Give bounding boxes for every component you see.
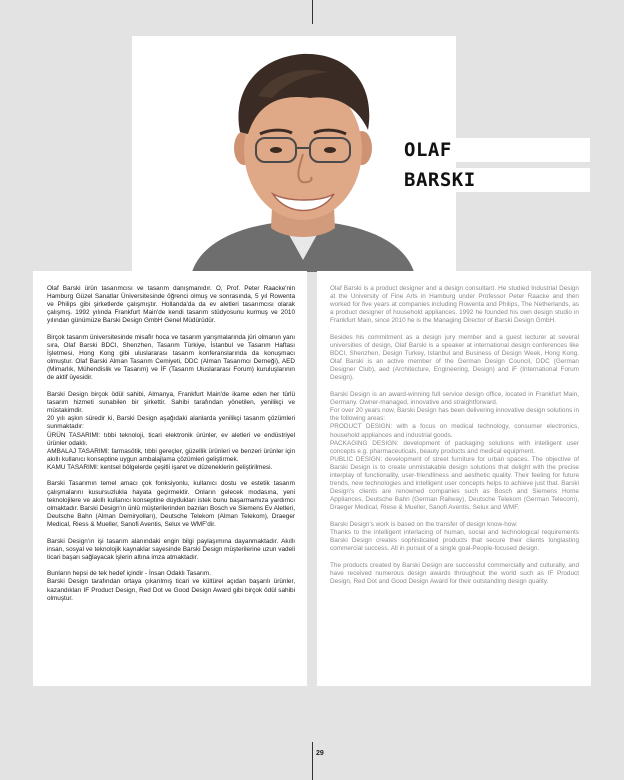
bottom-divider-line	[312, 742, 313, 780]
tr-paragraph-3: Barski Design birçok ödül sahibi, Almanya, Frankfurt Main'de ikame eden her türlü tasarım hizmeti sunabilen bir şirkettir. Sahibi tarafından yönetilen, yenilikçi ve müstakimdir. 20 yılı aşkın süredir ki, Barski Design aşağıdaki alanlarda yenilikçi tasarım çözümleri sunmaktadır: ÜRÜN TASARIMI: tıbbi teknoloji, ticari elektronik ürünler, ev aletleri ve endüstriyel ürünler odaklı. AMBALAJ TASARIMI: farmasötik, tıbbi gereçler, güzellik ürünleri ve benzeri ürünler için akıllı kullanıcı konseptine uygun ambalajlama çözümleri geliştirmek. KAMU TASARIMI: kentsel bölgelerde çeşitli işaret ve düzeneklerin geliştirilmesi.	[47, 391, 295, 471]
name-first-box	[398, 138, 590, 162]
en-paragraph-1: Olaf Barski is a product designer and a design consultant. He studied Industrial Design at the University of Fine Arts in Hamburg under Professor Peter Raacke and then worked for five years at companies including Rowenta and Philips, The Netherlands, as a product designer of household appliances. 1992 he founded his own design studio in Frankfurt Main, since 2010 he is the Managing Director of Barski Design GmbH.	[330, 285, 579, 325]
tr-paragraph-2: Birçok tasarım üniversitesinde misafir hoca ve tasarım yarışmalarında jüri olmanın yanı sıra, Olaf Barski BDCI, Shenzhen, Tasarım Türkiye, İstanbul ve Tasarım Haftası İşletmesi, Hong Kong gibi uluslararası tasarım konferanslarında da konuşmacı olmuştur. Olaf Barski Alman Tasarım Cemiyeti, DDC (Alman Tasarımcı Derneği), AED (Mimarlık, Mühendislik ve Tasarım) ve İF (Tasarım Uluslararası Forum) kuruluşlarının de aktif üyesidir.	[47, 333, 295, 382]
en-paragraph-4: Barski Design's work is based on the transfer of design know-how: Thanks to the intelligent interlacing of human, social and technological requirements Barski Design creates sophisticated products that secure their clients longlasting commercial success. All in pursuit of a single goal-People-focused design.	[330, 520, 579, 553]
name-last: BARSKI	[404, 169, 476, 191]
name-first: OLAF	[404, 139, 452, 161]
tr-paragraph-6: Bunların hepsi de tek hedef içindir - İnsan Odaklı Tasarım. Barski Design tarafından ortaya çıkarılmış ticari ve kültürel açıdan başarılı ürünler, kazandıkları IF Product Design, Red Dot ve Good Design Award gibi birçok ödül sahibi olmuştur.	[47, 570, 295, 602]
en-paragraph-2: Besides his commitment as a design jury member and a guest lecturer at several universities of design, Olaf Barski is a speaker at international design conferences like BDCI, Shenzhen, Design Turkey, Istanbul and Business of Design Week, Hong Kong. Olaf Barski is an active member of the German Design Council, DDC (German Designer Club), aed (Architecture, Engineering, Design) and iF (International Forum Design).	[330, 333, 579, 382]
en-paragraph-5: The products created by Barski Design are successful commercially and culturally, and have received numerous design awards throughout the world such as IF Product Design, Red Dot and Good Design Award for their outstanding design quality.	[330, 561, 579, 585]
top-divider-line	[312, 0, 313, 24]
tr-paragraph-5: Barski Design'ın işi tasarım alanındaki engin bilgi paylaşımına dayanmaktadır. Akıllı insan, sosyal ve teknolojik kaynaklar sayesinde Barski Design müşterilerine uzun vadeli ticari başarı sağlayacak işlerin altına imza atmaktadır.	[47, 537, 295, 561]
english-text-column	[317, 271, 591, 686]
en-paragraph-3: Barski Design is an award-winning full service design office, located in Frankfurt Main, Germany. Owner-managed, innovative and straightforward. For over 20 years now, Barski Design has been delivering innovative design solutions in the following areas: PRODUCT DESIGN: with a focus on medical technology, consumer electronics, household appliances and industrial goods. PACKAGING DESIGN: development of packaging solutions with intelligent user concepts e.g. pharmaceuticals, beauty products and medical equipment. PUBLIC DESIGN: development of street furniture for urban spaces. The objective of Barski Design is to create unmistakable design solutions that delight with the precise interplay of functionality, user-friendliness and aesthetic quality. Their feeling for future trends, new technologies and intelligent user concepts helps to achieve just that. Barski Design's clients are renowned companies such as Bosch and Siemens Home Appliances, Deutsche Bahn (German Railway), Deutsche Telekom (German Telecom), Draeger Medical, Riese & Mueller, Sanofi Aventis, Selux and WMF.	[330, 391, 579, 512]
tr-paragraph-1: Olaf Barski ürün tasarımcısı ve tasarım danışmanıdır. O, Prof. Peter Raacke'nin Hamburg Güzel Sanatlar Üniversitesinde öğrenci olmuş ve sonrasında, 5 yıl Rowenta ve Philips gibi şirketlerde çalışmıştır. Hollanda'da da ev aletleri tasarımcısı olarak çalışmış. 1992 yılında Frankfurt Main'de kendi tasarım stüdyosunu kurmuş ve 2010 yılından günümüze Barski Design GmbH Genel Müdürüdür.	[47, 285, 295, 325]
tr-paragraph-4: Barski Tasarımın temel amacı çok fonksiyonlu, kullanıcı dostu ve estetik tasarım çalışmalarını kusursuzlukla hayata geçirmektir. Onların gelecek modasına, yeni teknolojilere ve akıllı kullanıcı konseptine duydukları istek bunu başarmamıza yardımcı olmaktadır. Barski Design'ın ünlü müşterilerinden bazıları Bosch ve Siemens Ev Aletleri, Deutsche Bahn (Alman Demiryolları), Deutsche Telekom (Alman Telekom), Draeger Medical, Riess & Mueller, Sanofi Aventis, Selux ve WMF'dir.	[47, 480, 295, 528]
name-last-box	[398, 168, 590, 192]
page-number: 29	[316, 750, 324, 757]
turkish-text-column	[33, 271, 307, 686]
